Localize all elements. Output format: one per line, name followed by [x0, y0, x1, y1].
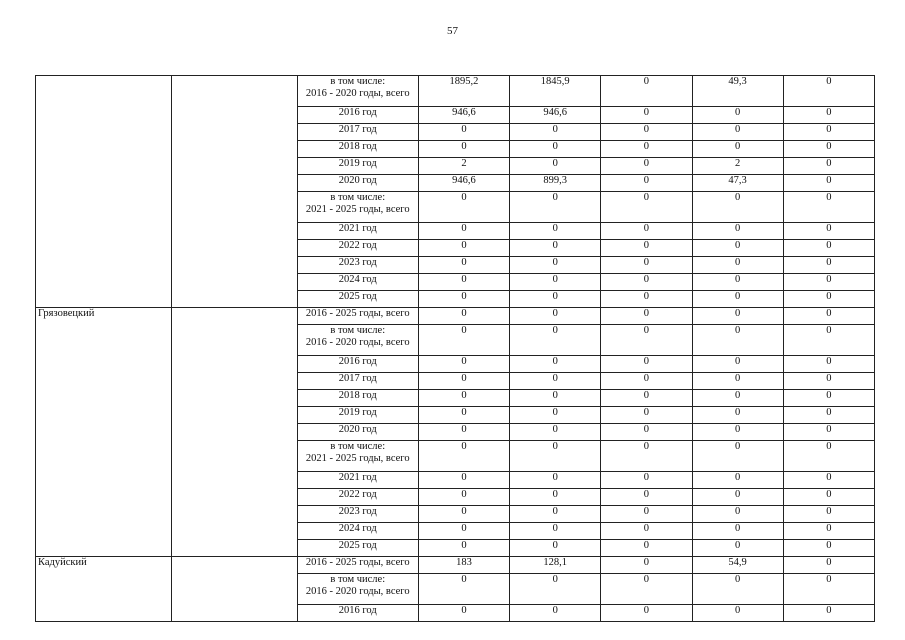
period-cell: 2024 год — [297, 274, 418, 291]
page-number: 57 — [447, 25, 458, 37]
value-cell: 0 — [510, 124, 601, 141]
value-cell: 2 — [692, 158, 783, 175]
period-cell: 2016 год — [297, 356, 418, 373]
period-cell: 2025 год — [297, 291, 418, 308]
period-cell: 2023 год — [297, 506, 418, 523]
value-cell: 0 — [601, 390, 692, 407]
value-cell: 0 — [418, 472, 509, 489]
value-cell: 0 — [692, 489, 783, 506]
value-cell: 0 — [601, 373, 692, 390]
value-cell: 0 — [601, 175, 692, 192]
value-cell: 1845,9 — [510, 76, 601, 107]
value-cell: 0 — [510, 373, 601, 390]
value-cell: 0 — [783, 240, 874, 257]
period-cell: 2016 год — [297, 605, 418, 622]
value-cell: 0 — [692, 274, 783, 291]
value-cell: 0 — [510, 274, 601, 291]
value-cell: 0 — [510, 240, 601, 257]
value-cell: 0 — [692, 373, 783, 390]
period-cell: 2016 - 2025 годы, всего — [297, 308, 418, 325]
value-cell: 0 — [783, 605, 874, 622]
period-cell: 2021 год — [297, 223, 418, 240]
value-cell: 0 — [510, 489, 601, 506]
period-cell: в том числе: 2021 - 2025 годы, всего — [297, 192, 418, 223]
value-cell: 0 — [601, 540, 692, 557]
value-cell: 0 — [601, 240, 692, 257]
value-cell: 0 — [601, 407, 692, 424]
value-cell: 0 — [692, 574, 783, 605]
value-cell: 128,1 — [510, 557, 601, 574]
value-cell: 0 — [692, 356, 783, 373]
value-cell: 0 — [783, 472, 874, 489]
value-cell: 0 — [510, 223, 601, 240]
value-cell: 0 — [692, 240, 783, 257]
value-cell: 0 — [692, 472, 783, 489]
value-cell: 183 — [418, 557, 509, 574]
value-cell: 0 — [418, 574, 509, 605]
value-cell: 0 — [692, 407, 783, 424]
value-cell: 0 — [601, 325, 692, 356]
period-cell: 2019 год — [297, 158, 418, 175]
value-cell: 0 — [783, 557, 874, 574]
value-cell: 0 — [510, 308, 601, 325]
value-cell: 0 — [418, 240, 509, 257]
period-cell: 2020 год — [297, 175, 418, 192]
value-cell: 0 — [601, 223, 692, 240]
value-cell: 0 — [418, 124, 509, 141]
budget-table — [35, 75, 875, 622]
value-cell: 946,6 — [418, 175, 509, 192]
value-cell: 0 — [510, 605, 601, 622]
value-cell: 0 — [783, 424, 874, 441]
value-cell: 0 — [692, 506, 783, 523]
period-cell: 2017 год — [297, 124, 418, 141]
period-cell: 2024 год — [297, 523, 418, 540]
value-cell: 0 — [601, 424, 692, 441]
value-cell: 0 — [418, 308, 509, 325]
value-cell: 0 — [510, 523, 601, 540]
value-cell: 0 — [418, 390, 509, 407]
value-cell: 0 — [601, 274, 692, 291]
value-cell: 0 — [601, 158, 692, 175]
value-cell: 2 — [418, 158, 509, 175]
period-cell: в том числе: 2016 - 2020 годы, всего — [297, 325, 418, 356]
value-cell: 946,6 — [418, 107, 509, 124]
period-cell: 2018 год — [297, 390, 418, 407]
value-cell: 0 — [783, 373, 874, 390]
value-cell: 0 — [783, 489, 874, 506]
district-cell — [36, 76, 172, 308]
value-cell: 0 — [418, 274, 509, 291]
period-cell: 2020 год — [297, 424, 418, 441]
empty-cell — [172, 308, 297, 557]
value-cell: 0 — [783, 407, 874, 424]
table-row — [36, 308, 875, 325]
value-cell: 0 — [692, 223, 783, 240]
table-row — [36, 557, 875, 574]
value-cell: 0 — [783, 540, 874, 557]
value-cell: 0 — [418, 540, 509, 557]
empty-cell — [172, 76, 297, 308]
period-cell: 2018 год — [297, 141, 418, 158]
value-cell: 0 — [601, 141, 692, 158]
value-cell: 0 — [783, 192, 874, 223]
value-cell: 0 — [692, 523, 783, 540]
value-cell: 0 — [418, 407, 509, 424]
value-cell: 0 — [692, 257, 783, 274]
value-cell: 0 — [783, 325, 874, 356]
value-cell: 0 — [418, 506, 509, 523]
value-cell: 0 — [783, 356, 874, 373]
value-cell: 0 — [601, 574, 692, 605]
value-cell: 0 — [510, 540, 601, 557]
value-cell: 0 — [692, 308, 783, 325]
period-cell: 2016 - 2025 годы, всего — [297, 557, 418, 574]
value-cell: 47,3 — [692, 175, 783, 192]
empty-cell — [172, 557, 297, 622]
value-cell: 0 — [783, 441, 874, 472]
value-cell: 0 — [692, 107, 783, 124]
value-cell: 0 — [418, 291, 509, 308]
value-cell: 0 — [783, 175, 874, 192]
value-cell: 0 — [783, 257, 874, 274]
value-cell: 0 — [783, 523, 874, 540]
table-body — [36, 76, 875, 622]
value-cell: 0 — [692, 390, 783, 407]
value-cell: 0 — [418, 192, 509, 223]
period-cell: 2022 год — [297, 489, 418, 506]
value-cell: 0 — [601, 472, 692, 489]
value-cell: 946,6 — [510, 107, 601, 124]
value-cell: 0 — [418, 489, 509, 506]
value-cell: 0 — [418, 424, 509, 441]
value-cell: 0 — [418, 356, 509, 373]
value-cell: 0 — [418, 141, 509, 158]
value-cell: 0 — [510, 407, 601, 424]
period-cell: 2019 год — [297, 407, 418, 424]
value-cell: 0 — [783, 107, 874, 124]
value-cell: 0 — [692, 291, 783, 308]
value-cell: 0 — [692, 540, 783, 557]
period-cell: 2023 год — [297, 257, 418, 274]
value-cell: 0 — [418, 257, 509, 274]
value-cell: 0 — [601, 192, 692, 223]
period-cell: в том числе: 2016 - 2020 годы, всего — [297, 574, 418, 605]
value-cell: 54,9 — [692, 557, 783, 574]
district-cell: Кадуйский — [36, 557, 172, 622]
value-cell: 0 — [601, 523, 692, 540]
value-cell: 0 — [692, 325, 783, 356]
value-cell: 0 — [783, 506, 874, 523]
value-cell: 0 — [601, 76, 692, 107]
value-cell: 0 — [418, 523, 509, 540]
value-cell: 0 — [692, 424, 783, 441]
value-cell: 899,3 — [510, 175, 601, 192]
value-cell: 0 — [418, 373, 509, 390]
table-row — [36, 76, 875, 107]
value-cell: 0 — [418, 223, 509, 240]
value-cell: 0 — [601, 605, 692, 622]
period-cell: в том числе: 2021 - 2025 годы, всего — [297, 441, 418, 472]
value-cell: 0 — [692, 192, 783, 223]
period-cell: в том числе: 2016 - 2020 годы, всего — [297, 76, 418, 107]
value-cell: 0 — [510, 574, 601, 605]
value-cell: 0 — [418, 325, 509, 356]
value-cell: 0 — [601, 308, 692, 325]
period-cell: 2022 год — [297, 240, 418, 257]
value-cell: 0 — [601, 107, 692, 124]
value-cell: 0 — [783, 308, 874, 325]
value-cell: 0 — [510, 441, 601, 472]
value-cell: 0 — [783, 124, 874, 141]
value-cell: 0 — [601, 257, 692, 274]
value-cell: 0 — [510, 325, 601, 356]
value-cell: 0 — [783, 223, 874, 240]
value-cell: 0 — [601, 489, 692, 506]
value-cell: 0 — [510, 356, 601, 373]
value-cell: 0 — [510, 158, 601, 175]
period-cell: 2017 год — [297, 373, 418, 390]
value-cell: 0 — [601, 506, 692, 523]
value-cell: 0 — [783, 158, 874, 175]
period-cell: 2025 год — [297, 540, 418, 557]
value-cell: 0 — [783, 274, 874, 291]
value-cell: 0 — [601, 291, 692, 308]
value-cell: 0 — [783, 141, 874, 158]
value-cell: 0 — [418, 441, 509, 472]
value-cell: 0 — [510, 390, 601, 407]
period-cell: 2016 год — [297, 107, 418, 124]
value-cell: 0 — [692, 605, 783, 622]
value-cell: 0 — [510, 424, 601, 441]
value-cell: 0 — [783, 390, 874, 407]
value-cell: 0 — [510, 192, 601, 223]
value-cell: 0 — [692, 141, 783, 158]
value-cell: 0 — [692, 124, 783, 141]
value-cell: 0 — [510, 141, 601, 158]
value-cell: 0 — [601, 124, 692, 141]
period-cell: 2021 год — [297, 472, 418, 489]
value-cell: 0 — [783, 291, 874, 308]
value-cell: 0 — [510, 291, 601, 308]
value-cell: 1895,2 — [418, 76, 509, 107]
district-cell: Грязовецкий — [36, 308, 172, 557]
value-cell: 0 — [783, 76, 874, 107]
value-cell: 0 — [510, 257, 601, 274]
value-cell: 49,3 — [692, 76, 783, 107]
value-cell: 0 — [783, 574, 874, 605]
value-cell: 0 — [692, 441, 783, 472]
value-cell: 0 — [601, 441, 692, 472]
value-cell: 0 — [510, 472, 601, 489]
value-cell: 0 — [510, 506, 601, 523]
value-cell: 0 — [601, 356, 692, 373]
value-cell: 0 — [418, 605, 509, 622]
value-cell: 0 — [601, 557, 692, 574]
